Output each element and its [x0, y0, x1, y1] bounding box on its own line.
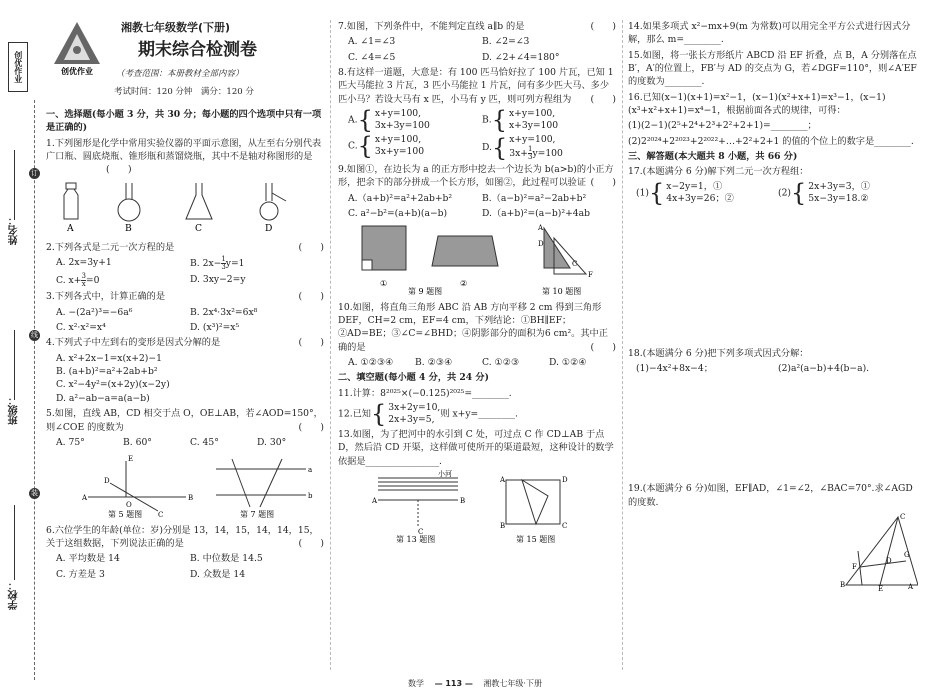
q7-option-c[interactable]: C. ∠4=∠5: [348, 51, 396, 63]
q9-options-2: [338, 207, 616, 220]
question-6: [46, 524, 324, 551]
q7-paren: ( ): [590, 21, 616, 32]
fig9-caption: 第 9 题图: [408, 287, 443, 297]
q1-figure: [46, 179, 316, 233]
q3-paren: ( ): [298, 291, 324, 303]
class-field[interactable]: [14, 330, 15, 400]
q1-paren: ( ): [106, 164, 132, 176]
q18-parts: [628, 362, 920, 375]
question-11[interactable]: 11.计算：8²⁰²⁵×(−0.125)²⁰²⁵=________.: [338, 387, 512, 399]
brand-box: [8, 42, 28, 92]
svg-text:A: A: [500, 476, 506, 485]
ding-mark: 订: [31, 169, 38, 177]
svg-text:C: C: [562, 522, 568, 531]
svg-text:E: E: [128, 455, 134, 464]
divider-1: [330, 20, 331, 670]
name-label: 姓名：: [9, 215, 20, 245]
q4-paren: ( ): [298, 337, 324, 349]
q17-part-1[interactable]: (1) { x−2y=1，① 4x+3y=26；②: [636, 178, 734, 207]
q17-systems: [628, 178, 920, 207]
q6-option-a[interactable]: A. 平均数是 14: [56, 553, 120, 565]
svg-text:C: C: [900, 513, 906, 522]
q8-stem: 8.有这样一道题，大意是：有 100 匹马恰好拉了 100 片瓦，已知 1 匹大马能拉 3 片瓦，3 匹小马能拉 1 片瓦，问有多少匹大马、多少匹小马？若设大马有 x 匹，小马有 y 匹，则可列方程组为: [338, 67, 614, 105]
question-3: [46, 290, 324, 303]
fig7-caption: 第 7 题图: [240, 510, 275, 520]
q9-option-a[interactable]: A.（a+b)²=a²+2ab+b²: [348, 192, 453, 204]
section-2-title: 二、填空题(每小题 4 分，共 24 分): [338, 372, 489, 384]
q3-option-a[interactable]: A. −(2a²)³=−6a⁶: [56, 306, 133, 318]
column-3: [628, 20, 920, 596]
q5-paren: ( ): [298, 421, 324, 433]
column-1: [46, 20, 324, 583]
header: [46, 20, 324, 108]
question-9: [338, 163, 616, 190]
q9-stem: 9.如图①，在边长为 a 的正方形中挖去一个边长为 b(a>b)的小正方形，把余下的部分拼成一个长方形，如图②，此过程可以验证: [338, 164, 614, 189]
footer-book: 湘教七年级·下册: [483, 679, 542, 688]
fig7-lines: [216, 459, 313, 507]
q5-option-c[interactable]: C. 45°: [190, 436, 219, 448]
question-16-part-2[interactable]: (2)2²⁰²⁴+2²⁰²³+2²⁰²²+…+2²+2+1 的值的个位上的数字是________.: [628, 135, 914, 147]
q2-option-b[interactable]: B. 2x− $\frac{1}{3}$ y=1: [190, 255, 245, 272]
column-2: [338, 20, 616, 549]
q2-option-c[interactable]: C. x+ $\frac{3}{x}$ =0: [56, 272, 100, 289]
margin-line: [34, 100, 35, 680]
q18-answer-space[interactable]: [628, 377, 920, 482]
distilling-flask-icon: [260, 183, 286, 220]
question-17: 17.(本题满分 6 分)解下列二元一次方程组：: [628, 166, 809, 178]
fig9-rect: [432, 236, 498, 288]
q8-options-2: [338, 134, 616, 161]
q10-option-c[interactable]: C. ①②③: [482, 357, 520, 369]
q5-stem: 5.如图，直线 AB，CD 相交于点 O，OE⊥AB，若∠AOD=150°，则∠COE 的度数为: [46, 408, 323, 433]
wide-mouth-bottle-icon: [64, 183, 78, 219]
svg-text:B: B: [460, 497, 466, 506]
q6-option-d[interactable]: D. 众数是 14: [190, 568, 246, 580]
q17-part-2[interactable]: (2) { 2x+3y=3，① 5x−3y=18.②: [778, 178, 870, 207]
q8-option-a[interactable]: A. { x+y=100, 3x+3y=100: [348, 106, 430, 135]
q5-options: [46, 436, 324, 449]
q7-options-1: [338, 35, 616, 48]
question-8: [338, 66, 616, 106]
q1-label-b: B: [125, 222, 132, 233]
question-7: [338, 20, 616, 33]
footer-subject: 数学: [408, 679, 425, 688]
q6-stem: 6.六位学生的年龄(单位：岁)分别是 13，14，15，14，14，15，关于这组数据，下列说法正确的是: [46, 524, 319, 549]
q2-options-2: [46, 273, 324, 288]
scope-note: （考查范围：本册教材全部内容）: [116, 69, 244, 79]
q18-part-2[interactable]: (2)a²(a−b)+4(b−a).: [778, 363, 870, 375]
q10-option-b[interactable]: B. ②③④: [415, 357, 453, 369]
q4-option-b[interactable]: B. (a+b)²=a²+2ab+b²: [56, 366, 158, 378]
question-10: [338, 301, 616, 354]
school-field[interactable]: [14, 505, 15, 580]
fig5-caption: 第 5 题图: [108, 510, 143, 520]
school-label: 学校：: [9, 580, 20, 610]
q4-option-a[interactable]: A. x²+2x−1=x(x+2)−1: [56, 352, 162, 364]
section-3-title: 三、解答题(本大题共 8 小题，共 66 分): [628, 151, 798, 163]
q6-options-1: [46, 552, 324, 565]
svg-text:A: A: [82, 494, 88, 503]
brand-box-text: 创优作业: [13, 51, 23, 83]
figures-13-15: [338, 470, 608, 544]
q4-option-d[interactable]: D. a²−ab−a=a(a−b): [56, 392, 150, 404]
svg-text:B: B: [500, 522, 506, 531]
svg-text:D: D: [104, 477, 110, 486]
svg-text:E: E: [878, 585, 884, 592]
svg-text:C: C: [572, 260, 578, 269]
q5-option-b[interactable]: B. 60°: [123, 436, 152, 448]
q2-options-1: [46, 256, 324, 271]
svg-text:D: D: [886, 557, 892, 566]
question-18: 18.(本题满分 6 分)把下列多项式因式分解：: [628, 347, 809, 359]
q7-stem: 7.如图，下列条件中，不能判定直线 a∥b 的是: [338, 21, 525, 32]
svg-text:A: A: [372, 497, 378, 506]
fig9-square: [362, 226, 406, 288]
svg-text:a: a: [308, 466, 313, 475]
q6-option-c[interactable]: C. 方差是 3: [56, 568, 105, 580]
conical-flask-icon: [186, 183, 212, 219]
q2-paren: ( ): [298, 242, 324, 254]
river-label: 小河: [438, 470, 452, 479]
q1-label-a: A: [67, 222, 74, 233]
svg-text:B: B: [840, 581, 846, 590]
q9-option-c[interactable]: C. a²−b²=(a+b)(a−b): [348, 208, 448, 220]
q8-paren: ( ): [590, 93, 616, 105]
question-4: [46, 336, 324, 349]
svg-text:G: G: [904, 551, 910, 560]
svg-text:F: F: [852, 563, 857, 572]
q3-option-b[interactable]: B. 2x⁴·3x²=6x⁸: [190, 306, 258, 318]
q3-option-d[interactable]: D. (x³)²=x⁵: [190, 322, 240, 334]
question-12[interactable]: 12.已知 { 3x+2y=10, 2x+3y=5, 则 x+y=________.: [338, 400, 518, 429]
question-2: [46, 241, 324, 254]
q3-options-2: [46, 321, 324, 334]
q8-option-b[interactable]: B. { x+y=100, x+3y=100: [482, 106, 559, 135]
q4-stem: 4.下列式子中左到右的变形是因式分解的是: [46, 337, 221, 349]
fig15-caption: 第 15 题图: [516, 535, 556, 545]
svg-text:b: b: [308, 492, 313, 501]
question-5: [46, 407, 324, 434]
svg-text:F: F: [588, 271, 593, 280]
q2-option-a[interactable]: A. 2x=3y+1: [56, 257, 112, 269]
question-16-part-1[interactable]: (1)(2−1)(2⁵+2⁴+2³+2²+2+1)=________；: [628, 120, 817, 132]
question-15[interactable]: 15.如图，将一张长方形纸片 ABCD 沿 EF 折叠，点 B，A 分别落在点 B′，A′的位置上，FB′与 AD 的交点为 G，若∠DGF=110°，则∠A′EF 的度数为________.: [628, 49, 917, 88]
q5-option-a[interactable]: A. 75°: [56, 436, 85, 448]
question-16: 16.已知(x−1)(x+1)=x²−1，(x−1)(x²+x+1)=x³−1，(x−1)(x³+x²+x+1)=x⁴−1，根据前面各式的规律，可得：: [628, 91, 886, 117]
svg-text:②: ②: [460, 279, 468, 289]
q2-stem: 2.下列各式是二元一次方程的是: [46, 242, 175, 254]
svg-text:A: A: [538, 224, 544, 233]
exam-time: 考试时间：120 分钟 满分：120 分: [114, 87, 254, 97]
q6-options-2: [46, 568, 324, 581]
q1-label-c: C: [195, 222, 203, 233]
question-14[interactable]: 14.如果多项式 x²−mx+9(m 为常数)可以用完全平方公式进行因式分解，那么 m=________.: [628, 21, 911, 46]
q8-option-d[interactable]: D. { x+y=100, 3x+ $\frac{1}{3}$ y=100: [482, 133, 563, 162]
xian-mark: 线: [31, 331, 38, 339]
figures-9-10: [338, 222, 608, 296]
q6-option-b[interactable]: B. 中位数是 14.5: [190, 553, 263, 565]
q9-paren: ( ): [590, 177, 616, 189]
svg-text:B: B: [188, 494, 194, 503]
fig13-caption: 第 13 题图: [396, 535, 436, 545]
q1-stem: 1.下列图形是化学中常用实验仪器的平面示意图，从左至右分别代表广口瓶、圆底烧瓶、锥形瓶和蒸馏烧瓶，其中不是轴对称图形的是: [46, 137, 322, 163]
svg-text:D: D: [562, 476, 568, 485]
section-1-title: 一、选择题(每小题 3 分，共 30 分；每小题的四个选项中只有一项是正确的): [46, 109, 322, 134]
q19-figure: [628, 511, 918, 591]
q9-option-b[interactable]: B.（a−b)²=a²−2ab+b²: [482, 192, 587, 204]
q3-options-1: [46, 306, 324, 319]
logo-icon: [52, 20, 102, 76]
q17-answer-space[interactable]: [628, 207, 920, 347]
q5-option-d[interactable]: D. 30°: [257, 436, 287, 448]
divider-2: [622, 20, 623, 670]
series-name: 湘教七年级数学(下册): [121, 21, 231, 34]
q9-option-d[interactable]: D.（a+b)²=(a−b)²+4ab: [482, 208, 590, 220]
figures-5-7: [46, 451, 316, 519]
q3-stem: 3.下列各式中，计算正确的是: [46, 291, 166, 303]
q6-paren: ( ): [298, 537, 324, 549]
q10-stem: 10.如图，将直角三角形 ABC 沿 AB 方向平移 2 cm 得到三角形 DEF，CH=2 cm，EF=4 cm，下列结论：①BH∥EF；②AD=BE；③∠C=∠BHD；④阴影部分的面积为6 cm²。其中正确的是: [338, 301, 608, 353]
fig13-river: [371, 470, 465, 536]
name-field[interactable]: [14, 150, 15, 220]
q8-option-c[interactable]: C. { x+y=100, 3x+y=100: [348, 132, 425, 161]
q4-option-c[interactable]: C. x²−4y²=(x+2y)(x−2y): [56, 379, 170, 391]
svg-text:D: D: [538, 240, 544, 249]
q10-option-d[interactable]: D. ①②④: [549, 357, 587, 369]
fig10-caption: 第 10 题图: [542, 287, 582, 297]
fig10-triangles: [537, 224, 593, 279]
q7-option-b[interactable]: B. ∠2=∠3: [482, 36, 530, 48]
q7-options-2: [338, 51, 616, 64]
q7-option-a[interactable]: A. ∠1=∠3: [348, 36, 396, 48]
q2-option-d[interactable]: D. 3xy−2=y: [190, 274, 246, 286]
q1-label-d: D: [265, 222, 273, 233]
svg-text:C: C: [418, 528, 424, 537]
question-19: 19.(本题满分 6 分)如图，EF∥AD，∠1=∠2，∠BAC=70°.求∠AGD 的度数.: [628, 483, 913, 508]
q10-options: [338, 356, 616, 369]
class-label: 班级：: [9, 395, 20, 425]
logo-text: 创优作业: [61, 66, 93, 76]
zhuang-mark: 装: [31, 489, 38, 497]
q7-option-d[interactable]: D. ∠2+∠4=180°: [482, 51, 560, 63]
q10-option-a[interactable]: A. ①②③④: [348, 357, 394, 369]
q9-options-1: [338, 192, 616, 205]
footer: [0, 678, 950, 690]
fig15-paper: [499, 476, 568, 530]
page-number: — 113 —: [434, 679, 473, 688]
q10-paren: ( ): [590, 341, 616, 353]
svg-text:C: C: [158, 511, 164, 520]
svg-text:A: A: [908, 583, 914, 592]
round-flask-icon: [118, 183, 140, 221]
q3-option-c[interactable]: C. x²·x²=x⁴: [56, 322, 106, 334]
svg-text:O: O: [126, 501, 132, 510]
question-1: [46, 137, 324, 177]
q8-options-1: [338, 106, 616, 135]
svg-text:①: ①: [380, 279, 388, 289]
page-title: 期末综合检测卷: [138, 40, 257, 60]
question-13[interactable]: 13.如图，为了把河中的水引到 C 处，可过点 C 作 CD⊥AB 于点 D，然后沿 CD 开渠，这样做可使所开的渠道最短，这种设计的数学依据是________________.: [338, 429, 614, 467]
q18-part-1[interactable]: (1)−4x²+8x−4；: [636, 363, 713, 375]
